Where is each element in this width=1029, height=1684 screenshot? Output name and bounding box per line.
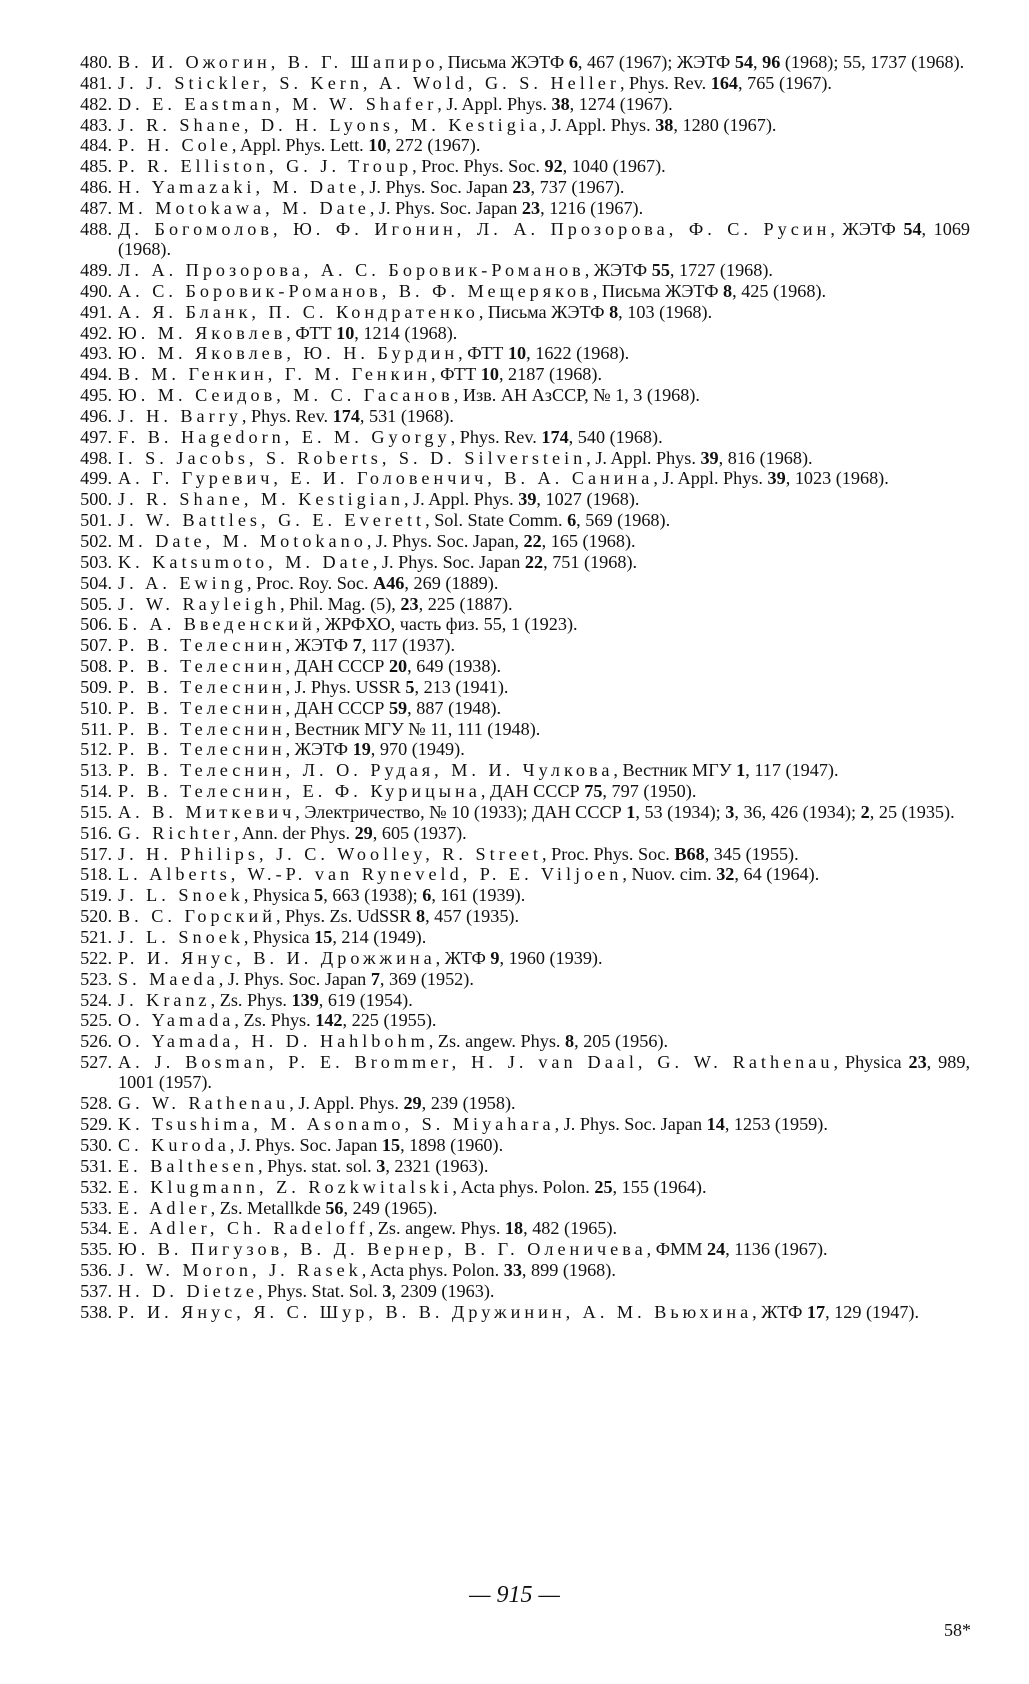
- reference-text: J. W. Moron, J. Rasek, Acta phys. Polon. 33, 899 (1968).: [118, 1260, 616, 1281]
- reference-number: 526.: [80, 1031, 112, 1052]
- reference-number: 485.: [80, 156, 112, 177]
- reference-number: 505.: [80, 593, 112, 614]
- reference-entry: [58, 1010, 970, 1030]
- reference-text: O. Yamada, H. D. Hahlbohm, Zs. angew. Phys. 8, 205 (1956).: [118, 1031, 669, 1052]
- reference-number: 493.: [80, 343, 112, 364]
- reference-text: J. R. Shane, D. H. Lyons, M. Kestigia, J. Appl. Phys. 38, 1280 (1967).: [118, 114, 777, 135]
- reference-text: J. H. Barry, Phys. Rev. 174, 531 (1968).: [118, 405, 454, 426]
- reference-entry: [58, 1281, 970, 1301]
- reference-entry: [58, 364, 970, 384]
- reference-entry: [58, 802, 970, 822]
- reference-text: Р. И. Янус, В. И. Дрожжина, ЖТФ 9, 1960 (1939).: [118, 947, 603, 968]
- reference-number: 522.: [80, 947, 112, 968]
- reference-text: Р. В. Телеснин, ЖЭТФ 7, 117 (1937).: [118, 635, 455, 656]
- reference-text: A. J. Bosman, P. E. Brommer, H. J. van Daal, G. W. Rathenau, Physica 23, 989, 1001 (1957).: [118, 1052, 970, 1093]
- reference-entry: [58, 1031, 970, 1051]
- reference-entry: [58, 531, 970, 551]
- reference-text: D. E. Eastman, M. W. Shafer, J. Appl. Phys. 38, 1274 (1967).: [118, 93, 673, 114]
- reference-list: [58, 52, 970, 1323]
- reference-number: 515.: [80, 801, 112, 822]
- reference-entry: [58, 385, 970, 405]
- reference-number: 525.: [80, 1010, 112, 1031]
- reference-number: 532.: [80, 1176, 112, 1197]
- reference-number: 531.: [80, 1155, 112, 1176]
- reference-text: P. R. Elliston, G. J. Troup, Proc. Phys. Soc. 92, 1040 (1967).: [118, 156, 666, 177]
- reference-text: J. L. Snoek, Physica 5, 663 (1938); 6, 161 (1939).: [118, 885, 526, 906]
- reference-text: J. H. Philips, J. C. Woolley, R. Street, Proc. Phys. Soc. B68, 345 (1955).: [118, 843, 799, 864]
- reference-entry: [58, 468, 970, 488]
- reference-text: А. С. Боровик-Романов, В. Ф. Мещеряков, Письма ЖЭТФ 8, 425 (1968).: [118, 280, 827, 301]
- reference-number: 489.: [80, 260, 112, 280]
- reference-text: J. J. Stickler, S. Kern, A. Wold, G. S. Heller, Phys. Rev. 164, 765 (1967).: [118, 72, 832, 93]
- reference-entry: [58, 52, 970, 72]
- reference-number: 529.: [80, 1114, 112, 1135]
- reference-text: O. Yamada, Zs. Phys. 142, 225 (1955).: [118, 1010, 437, 1031]
- reference-number: 537.: [80, 1280, 112, 1301]
- reference-text: E. Klugmann, Z. Rozkwitalski, Acta phys. Polon. 25, 155 (1964).: [118, 1176, 707, 1197]
- reference-text: Ю. М. Сеидов, М. С. Гасанов, Изв. АН АзССР, № 1, 3 (1968).: [118, 385, 700, 406]
- reference-number: 481.: [80, 72, 112, 93]
- reference-entry: [58, 906, 970, 926]
- reference-text: Р. В. Телеснин, Вестник МГУ № 11, 111 (1948).: [118, 718, 541, 739]
- reference-number: 495.: [80, 385, 112, 406]
- reference-text: E. Adler, Zs. Metallkde 56, 249 (1965).: [118, 1197, 438, 1218]
- reference-text: J. W. Battles, G. E. Everett, Sol. State Comm. 6, 569 (1968).: [118, 510, 671, 531]
- reference-entry: [58, 885, 970, 905]
- reference-entry: [58, 323, 970, 343]
- reference-number: 492.: [80, 322, 112, 343]
- reference-entry: [58, 719, 970, 739]
- reference-number: 498.: [80, 447, 112, 468]
- reference-text: M. Motokawa, M. Date, J. Phys. Soc. Japan 23, 1216 (1967).: [118, 197, 644, 218]
- reference-entry: [58, 990, 970, 1010]
- reference-number: 511.: [80, 718, 112, 739]
- reference-number: 503.: [80, 551, 112, 572]
- reference-number: 536.: [80, 1260, 112, 1281]
- reference-number: 519.: [80, 885, 112, 906]
- reference-number: 518.: [80, 864, 112, 885]
- reference-entry: [58, 510, 970, 530]
- reference-number: 480.: [80, 52, 112, 72]
- reference-entry: [58, 198, 970, 218]
- reference-text: J. R. Shane, M. Kestigian, J. Appl. Phys. 39, 1027 (1968).: [118, 489, 640, 510]
- reference-number: 499.: [80, 468, 112, 489]
- reference-number: 524.: [80, 989, 112, 1010]
- reference-text: Р. И. Янус, Я. С. Шур, В. В. Дружинин, А. М. Вьюхина, ЖТФ 17, 129 (1947).: [118, 1301, 920, 1322]
- page-number: — 915 —: [469, 1582, 560, 1608]
- reference-text: S. Maeda, J. Phys. Soc. Japan 7, 369 (1952).: [118, 968, 474, 989]
- reference-entry: [58, 739, 970, 759]
- reference-number: 484.: [80, 135, 112, 156]
- reference-entry: [58, 1177, 970, 1197]
- reference-text: H. D. Dietze, Phys. Stat. Sol. 3, 2309 (1963).: [118, 1280, 495, 1301]
- reference-entry: [58, 844, 970, 864]
- reference-text: F. B. Hagedorn, E. M. Gyorgy, Phys. Rev. 174, 540 (1968).: [118, 426, 663, 447]
- reference-text: G. Richter, Ann. der Phys. 29, 605 (1937).: [118, 822, 467, 843]
- reference-entry: [58, 135, 970, 155]
- reference-entry: [58, 948, 970, 968]
- reference-text: В. М. Генкин, Г. М. Генкин, ФТТ 10, 2187 (1968).: [118, 364, 603, 385]
- reference-text: Р. В. Телеснин, ЖЭТФ 19, 970 (1949).: [118, 739, 465, 760]
- reference-entry: [58, 260, 970, 280]
- reference-number: 497.: [80, 426, 112, 447]
- reference-number: 500.: [80, 489, 112, 510]
- reference-entry: [58, 969, 970, 989]
- reference-number: 507.: [80, 635, 112, 656]
- reference-number: 521.: [80, 927, 112, 947]
- reference-number: 501.: [80, 510, 112, 531]
- reference-entry: [58, 1156, 970, 1176]
- reference-text: H. Yamazaki, M. Date, J. Phys. Soc. Japan 23, 737 (1967).: [118, 177, 625, 198]
- reference-entry: [58, 1135, 970, 1155]
- reference-text: I. S. Jacobs, S. Roberts, S. D. Silverstein, J. Appl. Phys. 39, 816 (1968).: [118, 447, 813, 468]
- reference-entry: [58, 573, 970, 593]
- reference-number: 490.: [80, 280, 112, 301]
- reference-number: 509.: [80, 676, 112, 697]
- reference-entry: [58, 343, 970, 363]
- reference-number: 483.: [80, 114, 112, 135]
- reference-entry: [58, 156, 970, 176]
- signature-mark: 58*: [944, 1620, 971, 1640]
- reference-entry: [58, 427, 970, 447]
- reference-entry: [58, 864, 970, 884]
- reference-number: 496.: [80, 405, 112, 426]
- reference-number: 502.: [80, 530, 112, 551]
- reference-entry: [58, 823, 970, 843]
- reference-text: Р. В. Телеснин, J. Phys. USSR 5, 213 (1941).: [118, 676, 509, 697]
- reference-number: 530.: [80, 1135, 112, 1155]
- reference-text: Р. В. Телеснин, ДАН СССР 20, 649 (1938).: [118, 656, 502, 677]
- reference-text: J. A. Ewing, Proc. Roy. Soc. A46, 269 (1889).: [118, 572, 499, 593]
- reference-entry: [58, 219, 970, 260]
- reference-text: K. Tsushima, M. Asonamo, S. Miyahara, J. Phys. Soc. Japan 14, 1253 (1959).: [118, 1114, 828, 1135]
- reference-number: 510.: [80, 697, 112, 718]
- reference-entry: [58, 614, 970, 634]
- reference-number: 517.: [80, 843, 112, 864]
- reference-number: 516.: [80, 822, 112, 843]
- reference-text: G. W. Rathenau, J. Appl. Phys. 29, 239 (1958).: [118, 1093, 516, 1114]
- reference-text: E. Adler, Ch. Radeloff, Zs. angew. Phys. 18, 482 (1965).: [118, 1218, 618, 1239]
- reference-text: Л. А. Прозорова, А. С. Боровик-Романов, ЖЭТФ 55, 1727 (1968).: [118, 260, 773, 280]
- reference-text: J. L. Snoek, Physica 15, 214 (1949).: [118, 927, 427, 947]
- reference-number: 538.: [80, 1301, 112, 1322]
- reference-number: 520.: [80, 906, 112, 927]
- reference-number: 535.: [80, 1239, 112, 1260]
- reference-entry: [58, 281, 970, 301]
- reference-number: 513.: [80, 760, 112, 781]
- reference-text: Р. В. Телеснин, Е. Ф. Курицына, ДАН СССР 75, 797 (1950).: [118, 781, 697, 802]
- reference-number: 504.: [80, 572, 112, 593]
- reference-number: 528.: [80, 1093, 112, 1114]
- reference-entry: [58, 1114, 970, 1134]
- reference-text: P. H. Cole, Appl. Phys. Lett. 10, 272 (1967).: [118, 135, 481, 156]
- reference-number: 506.: [80, 614, 112, 635]
- reference-number: 523.: [80, 968, 112, 989]
- reference-entry: [58, 594, 970, 614]
- reference-text: Д. Богомолов, Ю. Ф. Игонин, Л. А. Прозорова, Ф. С. Русин, ЖЭТФ 54, 1069 (1968).: [118, 218, 971, 260]
- reference-entry: [58, 302, 970, 322]
- reference-text: C. Kuroda, J. Phys. Soc. Japan 15, 1898 (1960).: [118, 1135, 504, 1155]
- reference-entry: [58, 94, 970, 114]
- reference-entry: [58, 177, 970, 197]
- reference-entry: [58, 927, 970, 947]
- reference-text: А. В. Миткевич, Электричество, № 10 (1933); ДАН СССР 1, 53 (1934); 3, 36, 426 (1934); 2, 25 (1935).: [118, 801, 955, 822]
- reference-entry: [58, 656, 970, 676]
- reference-text: M. Date, M. Motokano, J. Phys. Soc. Japan, 22, 165 (1968).: [118, 530, 636, 551]
- reference-text: J. Kranz, Zs. Phys. 139, 619 (1954).: [118, 989, 413, 1010]
- reference-text: J. W. Rayleigh, Phil. Mag. (5), 23, 225 (1887).: [118, 593, 513, 614]
- reference-entry: [58, 552, 970, 572]
- reference-entry: [58, 698, 970, 718]
- reference-text: E. Balthesen, Phys. stat. sol. 3, 2321 (1963).: [118, 1155, 489, 1176]
- reference-text: Р. В. Телеснин, ДАН СССР 59, 887 (1948).: [118, 697, 502, 718]
- reference-entry: [58, 1260, 970, 1280]
- reference-text: А. Г. Гуревич, Е. И. Головенчич, В. А. Санина, J. Appl. Phys. 39, 1023 (1968).: [118, 468, 889, 489]
- reference-entry: [58, 635, 970, 655]
- reference-entry: [58, 489, 970, 509]
- reference-entry: [58, 73, 970, 93]
- reference-text: Р. В. Телеснин, Л. О. Рудая, М. И. Чулкова, Вестник МГУ 1, 117 (1947).: [118, 760, 839, 781]
- reference-number: 527.: [80, 1052, 112, 1073]
- reference-text: В. И. Ожогин, В. Г. Шапиро, Письма ЖЭТФ 6, 467 (1967); ЖЭТФ 54, 96 (1968); 55, 1737 (1968).: [118, 52, 965, 72]
- reference-entry: [58, 1198, 970, 1218]
- reference-number: 482.: [80, 93, 112, 114]
- reference-number: 494.: [80, 364, 112, 385]
- reference-entry: [58, 1239, 970, 1259]
- reference-text: Ю. М. Яковлев, Ю. Н. Бурдин, ФТТ 10, 1622 (1968).: [118, 343, 630, 364]
- reference-text: А. Я. Бланк, П. С. Кондратенко, Письма ЖЭТФ 8, 103 (1968).: [118, 301, 713, 322]
- reference-text: K. Katsumoto, M. Date, J. Phys. Soc. Japan 22, 751 (1968).: [118, 551, 638, 572]
- reference-text: Ю. М. Яковлев, ФТТ 10, 1214 (1968).: [118, 322, 458, 343]
- reference-entry: [58, 1302, 970, 1322]
- reference-number: 488.: [80, 218, 112, 239]
- reference-text: Б. А. Введенский, ЖРФХО, часть физ. 55, 1 (1923).: [118, 614, 578, 635]
- reference-number: 486.: [80, 177, 112, 198]
- reference-text: Ю. В. Пигузов, В. Д. Вернер, В. Г. Оленичева, ФММ 24, 1136 (1967).: [118, 1239, 828, 1260]
- reference-entry: [58, 781, 970, 801]
- reference-number: 491.: [80, 301, 112, 322]
- reference-number: 508.: [80, 656, 112, 677]
- reference-entry: [58, 1218, 970, 1238]
- reference-number: 487.: [80, 197, 112, 218]
- reference-number: 514.: [80, 781, 112, 802]
- reference-text: L. Alberts, W.-P. van Ryneveld, P. E. Viljoen, Nuov. cim. 32, 64 (1964).: [118, 864, 820, 885]
- reference-entry: [58, 677, 970, 697]
- reference-entry: [58, 448, 970, 468]
- reference-number: 533.: [80, 1197, 112, 1218]
- reference-entry: [58, 1093, 970, 1113]
- reference-entry: [58, 115, 970, 135]
- reference-number: 534.: [80, 1218, 112, 1239]
- reference-text: В. С. Горский, Phys. Zs. UdSSR 8, 457 (1935).: [118, 906, 520, 927]
- reference-entry: [58, 760, 970, 780]
- reference-number: 512.: [80, 739, 112, 760]
- reference-entry: [58, 406, 970, 426]
- reference-entry: [58, 1052, 970, 1093]
